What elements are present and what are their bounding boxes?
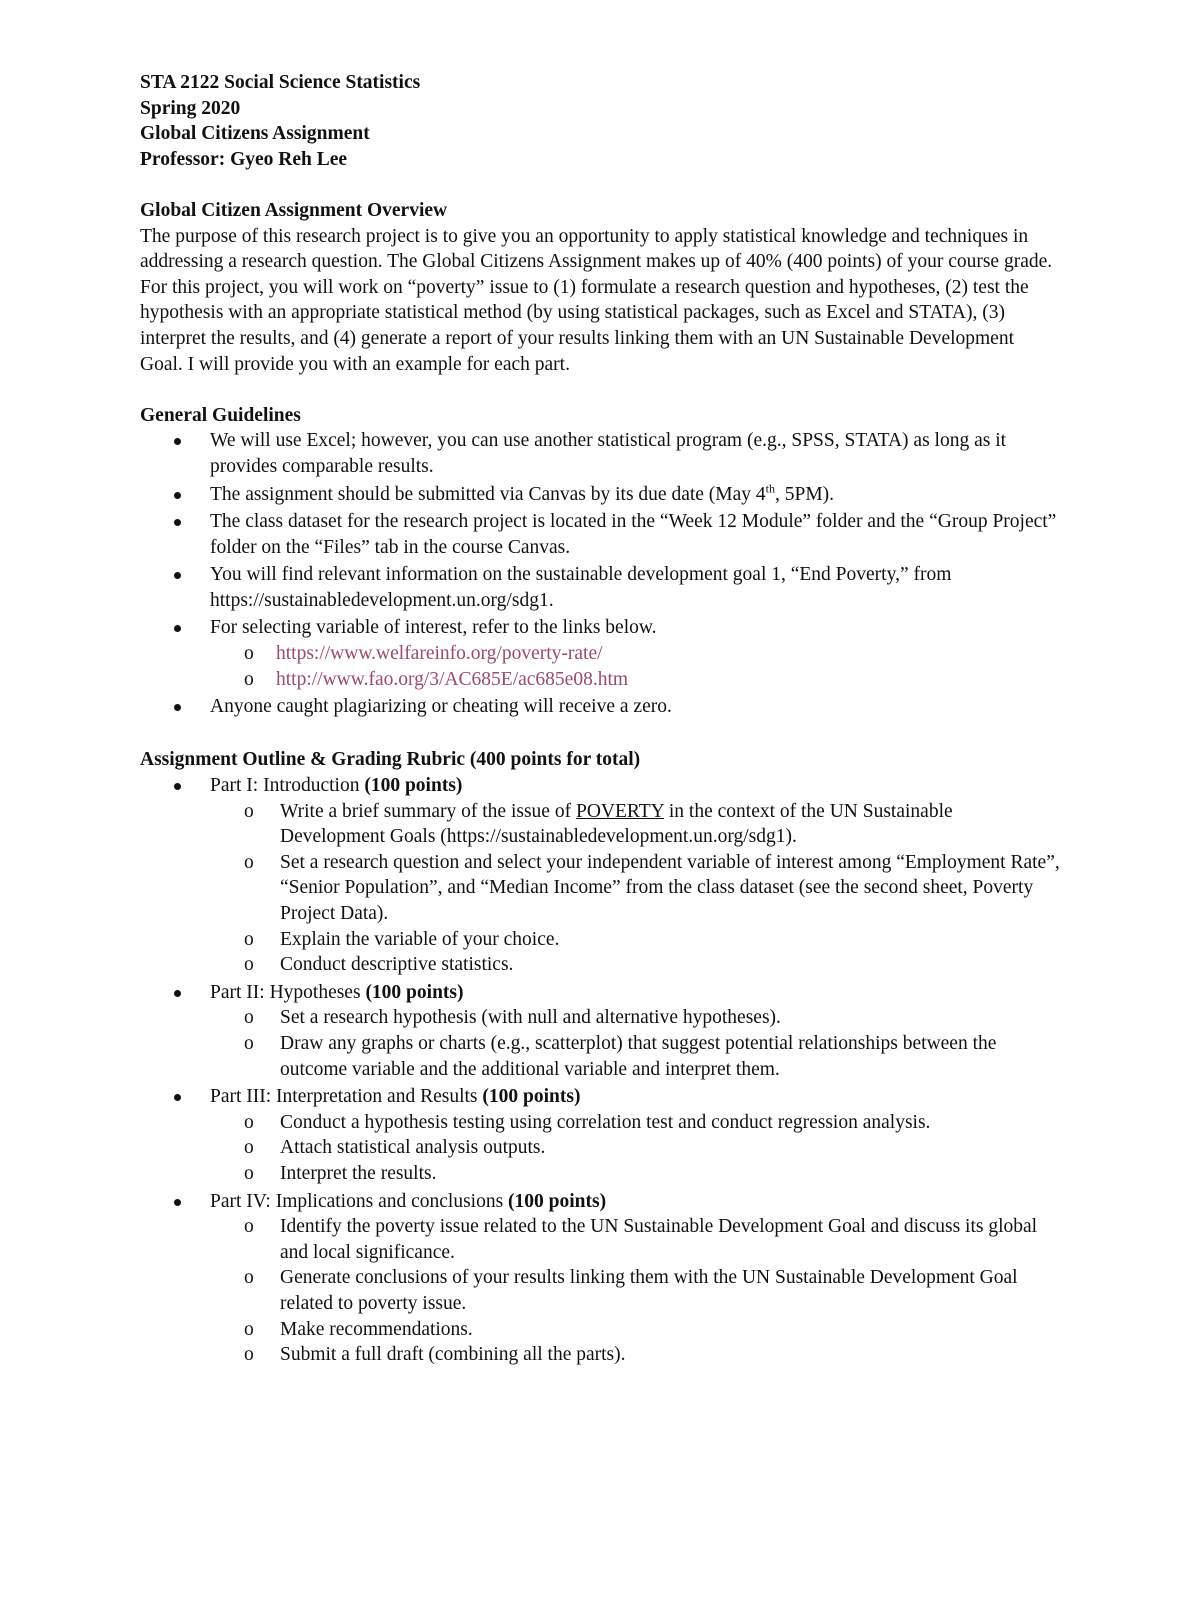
sub-bullet: o [244, 1007, 254, 1029]
sub-bullet: o [244, 928, 254, 950]
sub-list-item: o Set a research question and select your independent variable of interest among “Employment Rate”, “Senior Population”, and “Median Income” from the class dataset (see the second sheet, Poverty Project Data). [244, 851, 1060, 924]
sub-bullet: o [244, 1216, 254, 1238]
guidelines-list [140, 428, 1060, 720]
rubric-list [140, 773, 1060, 1368]
sub-list-item: o Generate conclusions of your results linking them with the UN Sustainable Development Goal related to poverty issue. [244, 1267, 1018, 1314]
guideline-text: We will use Excel; however, you can use another statistical program (e.g., SPSS, STATA) as long as it provides comparable results. [210, 430, 1007, 477]
list-item [140, 428, 1060, 479]
guideline-text: The class dataset for the research project is located in the “Week 12 Module” folder and the “Group Project” folder on the “Files” tab in the course Canvas. [210, 511, 1057, 558]
sub-bullet: o [244, 800, 254, 822]
sub-bullet: o [244, 1111, 254, 1133]
part-label: Part III: Interpretation and Results [210, 1086, 483, 1108]
part-points: (100 points) [365, 981, 464, 1003]
part-label: Part II: Hypotheses [210, 981, 366, 1003]
sub-list-item: o Conduct descriptive statistics. [210, 952, 1060, 978]
list-item [140, 615, 1060, 692]
sub-list-item: o Interpret the results. [210, 1161, 1060, 1187]
poverty-underlined: POVERTY [575, 800, 664, 822]
sub-bullet: o [244, 1267, 254, 1289]
sub-list-item: o Explain the variable of your choice. [210, 927, 1060, 953]
sub-list-item: o Conduct a hypothesis testing using correlation test and conduct regression analysis. [210, 1110, 1060, 1136]
sub-list [210, 1005, 1060, 1082]
guideline-text: Anyone caught plagiarizing or cheating will receive a zero. [210, 696, 672, 718]
assignment-name: Global Citizens Assignment [140, 123, 370, 145]
guidelines-title: General Guidelines [140, 404, 301, 426]
list-item [140, 694, 1060, 720]
sub-bullet: o [244, 851, 254, 873]
sub-bullet: o [244, 1162, 254, 1184]
list-item [140, 1189, 1060, 1368]
sub-list [210, 799, 1060, 978]
part-label: Part I: Introduction [210, 775, 365, 797]
term: Spring 2020 [140, 97, 241, 119]
sub-bullet: o [244, 643, 254, 665]
list-item [140, 509, 1060, 560]
sub-list-item: o Write a brief summary of the issue of POVERTY in the context of the UN Sustainable Development Goals (https://sustainabledevelopment.un.org/sdg1). [244, 800, 953, 848]
sub-bullet: o [244, 1032, 254, 1054]
sub-list-item: o Make recommendations. [210, 1317, 1060, 1343]
sub-list-item: o Submit a full draft (combining all the parts). [210, 1342, 1060, 1368]
course-title: STA 2122 Social Science Statistics [140, 72, 421, 93]
sub-list [210, 1110, 1060, 1187]
sub-list [210, 1214, 1060, 1368]
overview-text: The purpose of this research project is to give you an opportunity to apply statistical knowledge and techniques in addressing a research question. The Global Citizens Assignment makes up of 40% (400 points) of your course grade. For this project, you will work on “poverty” issue to (1) formulate a research question and hypotheses, (2) test the hypothesis with an appropriate statistical method (by using statistical packages, such as Excel and STATA), (3) interpret the results, and (4) generate a report of your results linking them with an UN Sustainable Development Goal. I will provide you with an example for each part. [140, 225, 1053, 375]
sub-list-item [140, 667, 1060, 693]
guideline-text: The assignment should be submitted via Canvas by its due date (May 4 [210, 483, 766, 505]
sub-list-item: o Identify the poverty issue related to the UN Sustainable Development Goal and discuss its global and local significance. [244, 1216, 1038, 1263]
guideline-text: , 5PM). [775, 483, 835, 505]
sub-list-item: o Set a research hypothesis (with null and alternative hypotheses). [210, 1005, 1060, 1031]
welfareinfo-link[interactable]: https://www.welfareinfo.org/poverty-rate/ [276, 643, 603, 665]
list-item [140, 773, 1060, 978]
sub-list-item: o Attach statistical analysis outputs. [210, 1135, 1060, 1161]
list-item [140, 482, 1060, 508]
sub-list-item [140, 641, 1060, 667]
sub-bullet: o [244, 954, 254, 976]
course-header [140, 70, 1060, 172]
guideline-text: You will find relevant information on the sustainable development goal 1, “End Poverty,” from https://sustainabledevelopment.un.org/sdg1. [210, 564, 952, 611]
sub-bullet: o [244, 1137, 254, 1159]
part-points: (100 points) [508, 1190, 607, 1212]
rubric-title: Assignment Outline & Grading Rubric (400 points for total) [140, 749, 641, 771]
sub-list-item: o Draw any graphs or charts (e.g., scatterplot) that suggest potential relationships between the outcome variable and the additional variable and interpret them. [244, 1032, 997, 1080]
list-item [140, 562, 1060, 613]
part-points: (100 points) [364, 775, 463, 797]
part-label: Part IV: Implications and conclusions [210, 1190, 509, 1212]
fao-link[interactable]: http://www.fao.org/3/AC685E/ac685e08.htm [276, 668, 629, 690]
part-points: (100 points) [482, 1086, 581, 1108]
list-item [140, 1084, 1060, 1186]
guideline-text: For selecting variable of interest, refer to the links below. [210, 617, 657, 639]
sub-bullet: o [244, 1318, 254, 1340]
superscript: th [765, 481, 775, 495]
sub-bullet: o [244, 1344, 254, 1366]
document-page [140, 70, 1060, 1370]
sub-bullet: o [244, 668, 254, 690]
list-item [140, 980, 1060, 1082]
overview-title: Global Citizen Assignment Overview [140, 199, 448, 221]
professor: Professor: Gyeo Reh Lee [140, 148, 348, 170]
